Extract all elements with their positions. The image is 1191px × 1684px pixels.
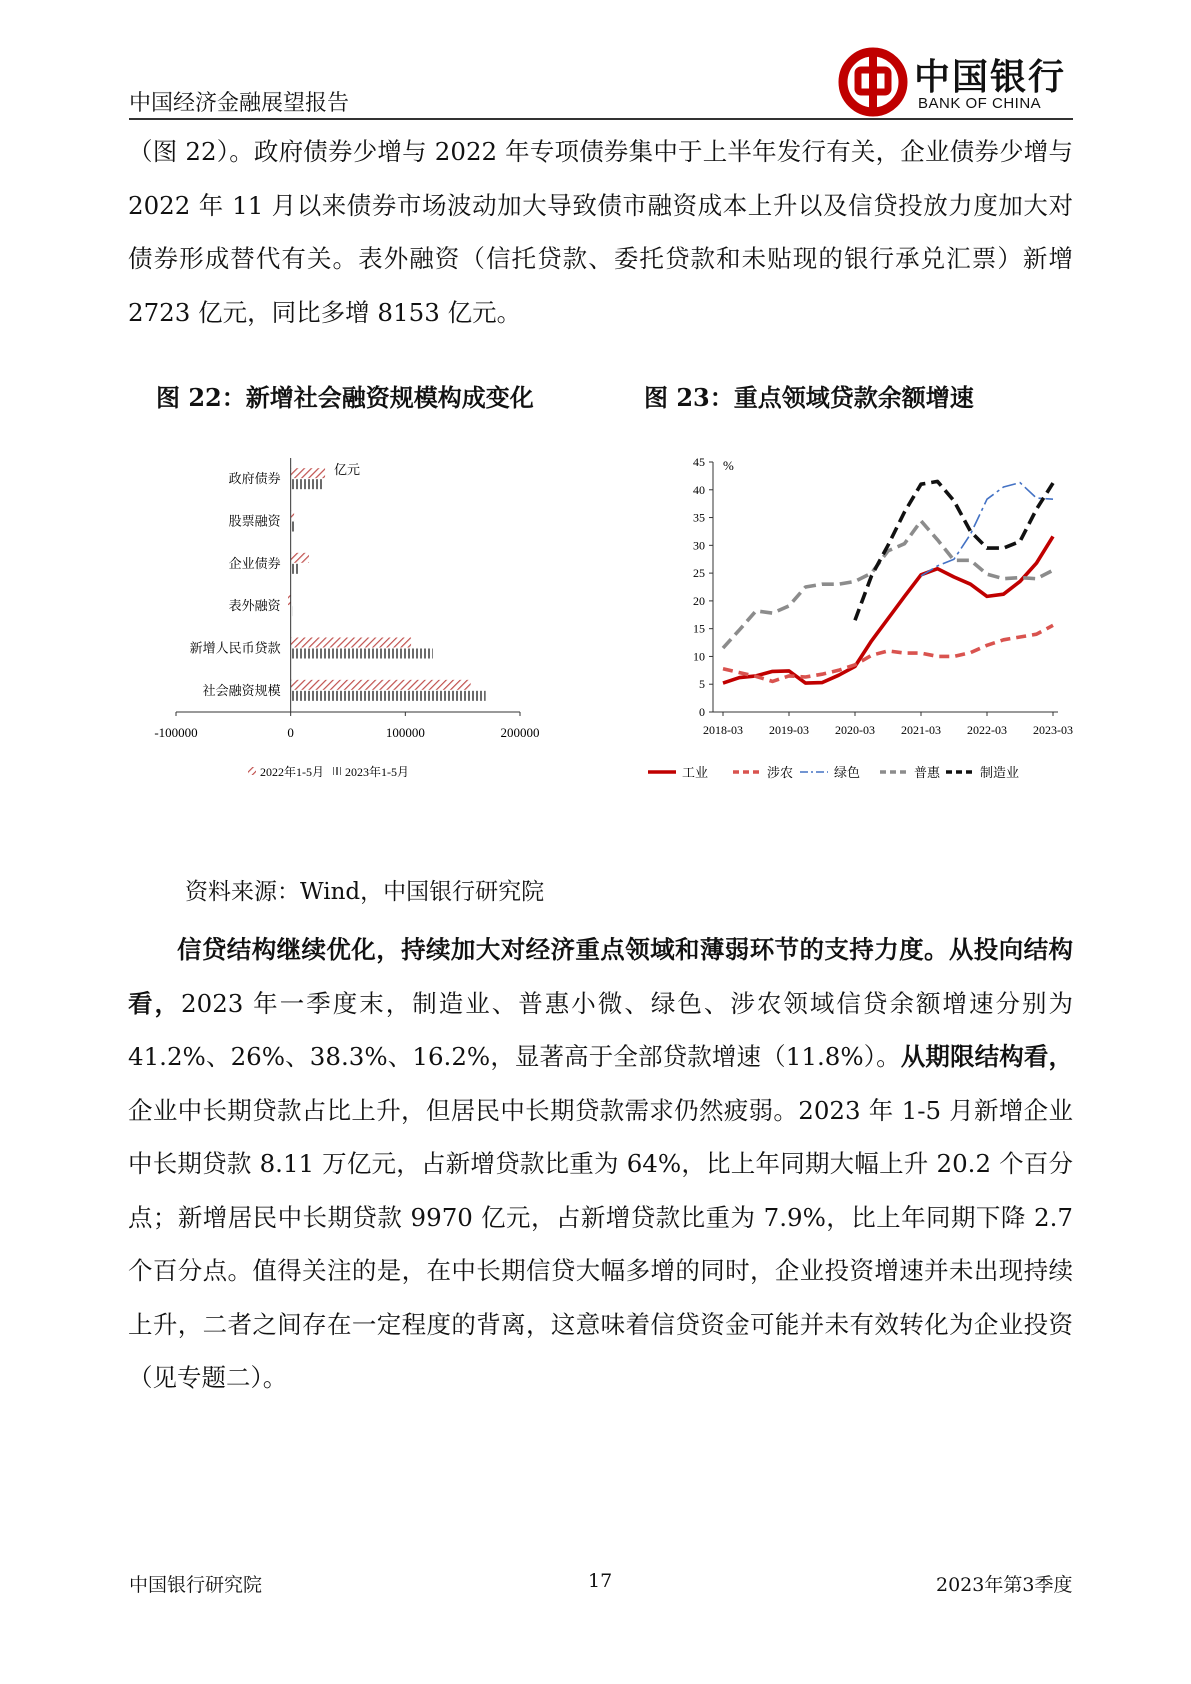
- y-tick-label: 0: [699, 705, 705, 719]
- category-label: 社会融资规模: [202, 682, 281, 698]
- y-tick-label: 40: [693, 482, 705, 497]
- bar-2022年1-5月-政府债券: [291, 468, 325, 478]
- bar-2023年1-5月-企业债券: [291, 564, 299, 574]
- x-tick-label: -100000: [154, 725, 198, 740]
- bar-2023年1-5月-新增人民币贷款: [291, 649, 433, 659]
- x-tick-label: 2022-03: [967, 723, 1007, 737]
- x-tick-label: 200000: [500, 725, 540, 740]
- footer-institute: 中国银行研究院: [129, 1574, 263, 1596]
- x-tick-label: 2020-03: [835, 723, 875, 737]
- bank-of-china-logo-icon: [838, 47, 908, 117]
- y-tick-label: 45: [693, 455, 705, 469]
- figure-23-title: 图 23：重点领域贷款余额增速: [644, 383, 974, 412]
- bank-logo: [838, 45, 1078, 119]
- category-label: 新增人民币贷款: [189, 640, 281, 656]
- y-tick-label: 5: [699, 677, 705, 692]
- y-tick-label: 25: [693, 566, 705, 581]
- y-tick-label: 10: [693, 649, 705, 664]
- paragraph-2-body-2: 企业中长期贷款占比上升，但居民中长期贷款需求仍然疲弱。2023 年 1-5 月新增企业中长期贷款 8.11 万亿元，占新增贷款比重为 64%，比上年同期大幅上升 20.2 个百分点；新增居民中长期贷款 9970 亿元，占新增贷款比重为 7.9%，比上年同期下降 2.7 个百分点。值得关注的是，在中长期信贷大幅多增的同时，企业投资增速并未出现持续上升，二者之间存在一定程度的背离，这意味着信贷资金可能并未有效转化为企业投资（见专题二）。: [128, 1095, 1073, 1392]
- bar-2022年1-5月-企业债券: [291, 553, 309, 563]
- legend-label: 2023年1-5月: [345, 765, 409, 779]
- legend-swatch: [333, 767, 341, 775]
- lead-sentence-1: 信贷结构继续优化，持续加大对经济重点领域和薄弱环节的支持力度。从投向结构看，: [128, 935, 1073, 1018]
- bank-name-en: BANK OF CHINA: [918, 95, 1042, 112]
- bar-2023年1-5月-股票融资: [291, 522, 295, 532]
- series-line-绿色: [921, 483, 1053, 576]
- category-label: 企业债券: [228, 555, 281, 571]
- figure-23-line-chart: [638, 440, 1098, 840]
- lead-sentence-2: 从期限结构看，: [900, 1042, 1074, 1071]
- x-tick-label: 100000: [385, 725, 425, 740]
- figure-source: 资料来源：Wind，中国银行研究院: [185, 879, 545, 905]
- x-tick-label: 2023-03: [1033, 723, 1073, 737]
- figure-23-unit: %: [723, 458, 734, 473]
- figure-22-unit: 亿元: [334, 462, 361, 477]
- figure-22-bar-chart: [148, 440, 588, 840]
- category-label: 表外融资: [228, 598, 281, 614]
- bar-2022年1-5月-新增人民币贷款: [291, 638, 411, 648]
- bank-name-cn: 中国银行: [914, 56, 1067, 98]
- x-tick-label: 2018-03: [703, 723, 743, 737]
- y-tick-label: 20: [693, 593, 705, 608]
- page-number: 17: [588, 1570, 613, 1592]
- x-tick-label: 0: [287, 725, 294, 740]
- x-tick-label: 2019-03: [769, 723, 809, 737]
- bar-2023年1-5月-社会融资规模: [291, 691, 486, 701]
- footer-quarter: 2023年第3季度: [936, 1574, 1073, 1596]
- figure-22-title: 图 22：新增社会融资规模构成变化: [156, 383, 534, 412]
- legend-label: 制造业: [980, 765, 1020, 780]
- bar-2022年1-5月-股票融资: [291, 511, 294, 521]
- header-divider: [129, 118, 1073, 120]
- report-title: 中国经济金融展望报告: [129, 91, 350, 116]
- legend-label: 涉农: [767, 765, 794, 780]
- x-tick-label: 2021-03: [901, 723, 941, 737]
- paragraph-2-body-1: 2023 年一季度末，制造业、普惠小微、绿色、涉农领域信贷余额增速分别为 41.2%、26%、38.3%、16.2%，显著高于全部贷款增速（11.8%）。: [128, 988, 1074, 1071]
- legend-label: 绿色: [834, 765, 861, 780]
- legend-swatch: [248, 767, 256, 775]
- legend-label: 工业: [682, 765, 709, 780]
- series-line-工业: [723, 536, 1053, 683]
- y-tick-label: 15: [693, 621, 705, 636]
- y-tick-label: 35: [693, 510, 705, 525]
- paragraph-financing-structure: （图 22）。政府债券少增与 2022 年专项债券集中于上半年发行有关，企业债券少增与 2022 年 11 月以来债券市场波动加大导致债市融资成本上升以及信贷投放力度加大对债券形成替代有关。表外融资（信托贷款、委托贷款和未贴现的银行承兑汇票）新增 2723 亿元，同比多增 8153 亿元。: [128, 137, 1073, 327]
- paragraph-credit-structure: [128, 923, 1073, 1405]
- legend-label: 2022年1-5月: [260, 765, 324, 779]
- category-label: 政府债券: [228, 471, 281, 487]
- bar-2022年1-5月-社会融资规模: [291, 680, 471, 690]
- series-line-制造业: [855, 481, 1053, 620]
- legend-label: 普惠: [914, 765, 941, 780]
- series-line-普惠: [723, 521, 1053, 648]
- category-label: 股票融资: [228, 513, 281, 529]
- y-tick-label: 30: [693, 538, 705, 553]
- bar-2023年1-5月-政府债券: [291, 479, 324, 489]
